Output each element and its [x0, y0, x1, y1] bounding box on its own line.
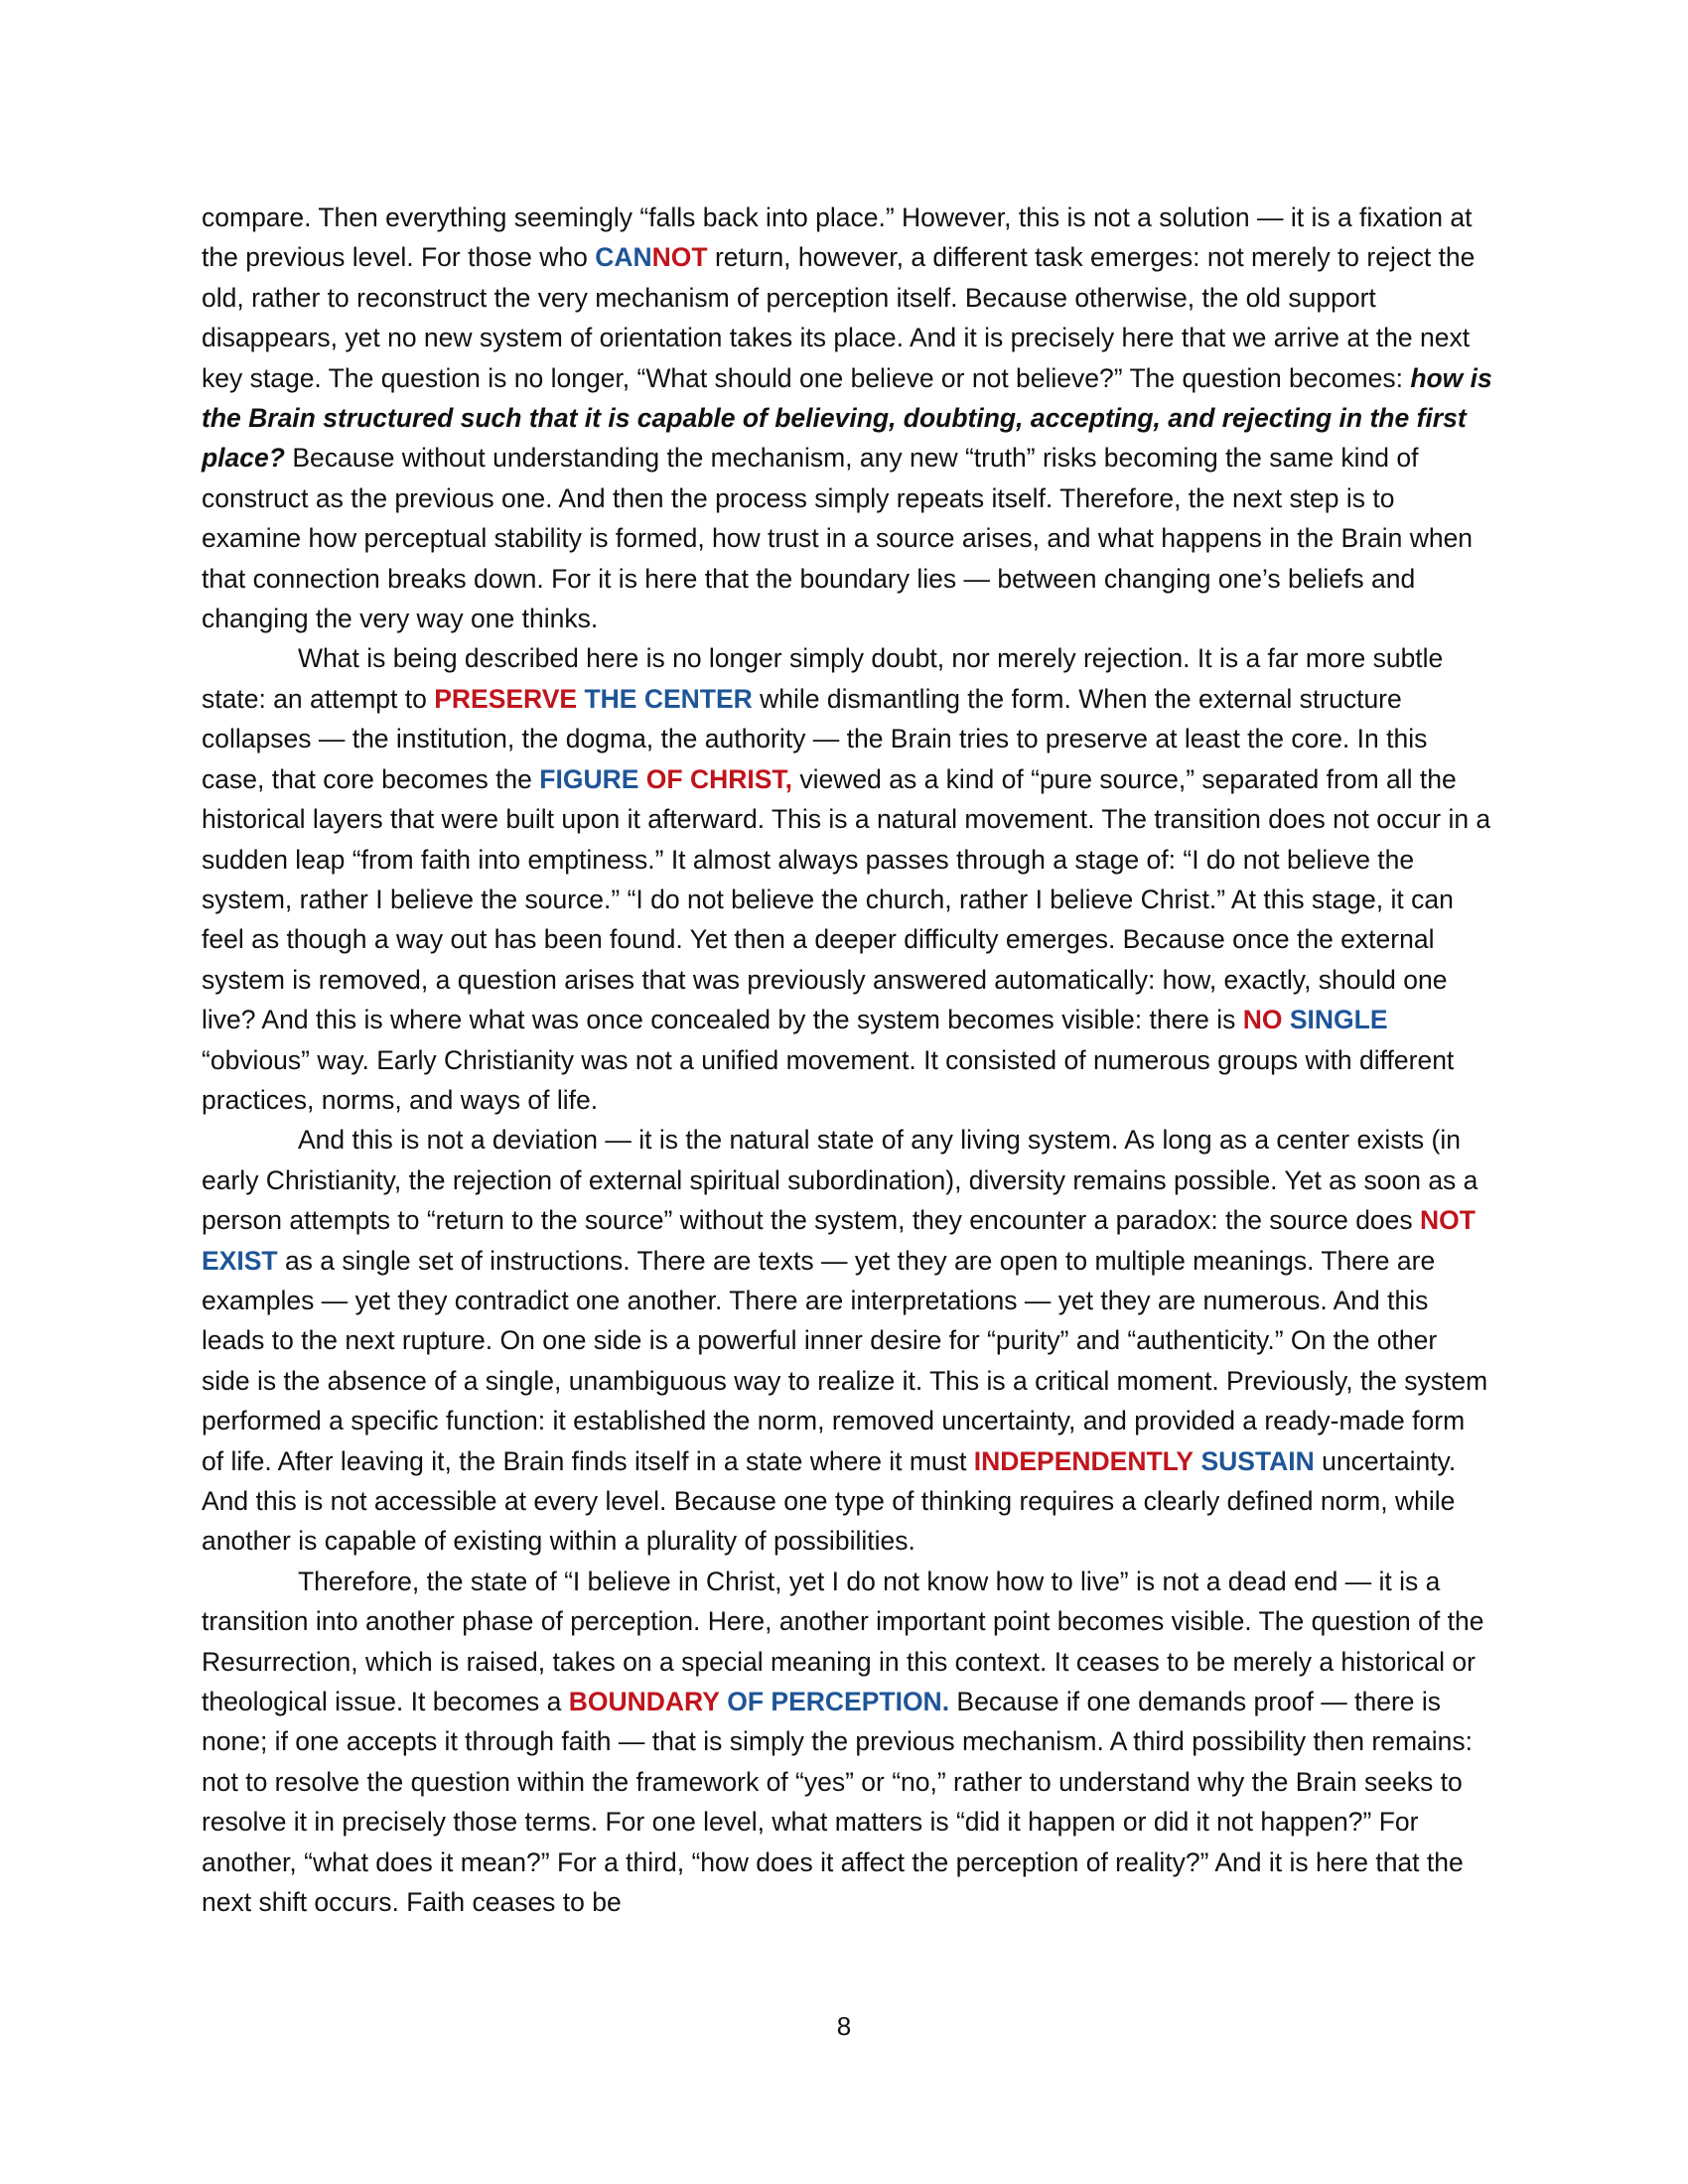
emphasis-red: NOT — [1420, 1205, 1476, 1236]
text-run — [1283, 1005, 1290, 1034]
emphasis-blue: EXIST — [202, 1245, 278, 1276]
text-run: uncertainty. And this is not accessible at every level. Because one type of thinking requires a clearly defined norm, while another is capable of existing within a plurality of possibilities. — [202, 1445, 1457, 1557]
paragraph — [202, 638, 1492, 1120]
text-run: Because if one demands proof — there is none; if one accepts it through faith — that is simply the previous mechanism. A third possibility then remains: not to resolve the question within the framework of “yes” or “no,” rather to understand why the Brain seeks to resolve it in precisely those terms. For one level, what matters is “did it happen or did it not happen?” For another, “what does it mean?” For a third, “how does it affect the perception of reality?” And it is here that the next shift occurs. Faith ceases to be — [202, 1687, 1473, 1918]
text-run: Because without understanding the mechanism, any new “truth” risks becoming the same kind of construct as the previous one. And then the process simply repeats itself. Therefore, the next step is to examine how perceptual stability is formed, how trust in a source arises, and what happens in the Brain when that connection breaks down. For it is here that the boundary lies — between changing one’s beliefs and changing the very way one thinks. — [202, 443, 1474, 634]
emphasis-blue: CAN — [595, 242, 652, 273]
emphasis-blue: SUSTAIN — [1200, 1445, 1315, 1476]
emphasis-blue: THE CENTER — [584, 683, 753, 714]
emphasis-red: NO — [1242, 1005, 1283, 1035]
text-run: return, however, a different task emerges: not merely to reject the old, rather to reconstruct the very mechanism of perception itself. Because otherwise, the old support disappears, yet no new system of orientation takes its place. And it is precisely here that we arrive at the next key stage. The question is no longer, “What should one believe or not believe?” The question becomes: — [202, 242, 1476, 393]
text-run: as a single set of instructions. There are texts — yet they are open to multiple meanings. There are examples — yet they contradict one another. There are interpretations — yet they are numerous. And this leads to the next rupture. On one side is a powerful inner desire for “purity” and “authenticity.” On the other side is the absence of a single, unambiguous way to realize it. This is a critical moment. Previously, the system performed a specific function: it established the norm, removed uncertainty, and provided a ready-made form of life. After leaving it, the Brain finds itself in a state where it must — [202, 1245, 1488, 1476]
text-run: compare. Then everything seemingly “falls back into place.” However, this is not a solution — it is a fixation at the previous level. For those who — [202, 203, 1473, 273]
paragraph — [202, 198, 1492, 638]
emphasis-red: BOUNDARY — [568, 1687, 720, 1717]
emphasis-red: INDEPENDENTLY — [973, 1445, 1195, 1476]
emphasis-blue: FIGURE — [539, 763, 639, 794]
text-run: What is being described here is no longer simply doubt, nor merely rejection. It is a far more subtle state: an attempt to — [202, 643, 1444, 714]
emphasis-blue: OF PERCEPTION. — [727, 1687, 950, 1717]
body-text — [202, 198, 1492, 1922]
emphasis-blue: SINGLE — [1289, 1005, 1388, 1035]
paragraph — [202, 1562, 1492, 1923]
paragraph — [202, 1120, 1492, 1561]
text-run: And this is not a deviation — it is the natural state of any living system. As long as a center exists (in early Christianity, the rejection of external spiritual subordination), diversity remains possible. Yet as soon as a person attempts to “return to the source” without the system, they encounter a paradox: the source does — [202, 1125, 1478, 1236]
text-run: viewed as a kind of “pure source,” separated from all the historical layers that were built upon it afterward. This is a natural movement. The transition does not occur in a sudden leap “from faith into emptiness.” It almost always passes through a stage of: “I do not believe the system, rather I believe the source.” “I do not believe the church, rather I believe Christ.” At this stage, it can feel as though a way out has been found. Yet then a deeper difficulty emerges. Because once the external system is removed, a question arises that was previously answered automatically: how, exactly, should one live? And this is where what was once concealed by the system becomes visible: there is — [202, 763, 1491, 1035]
emphasis-bold-italic: how is the Brain structured such that it is capable of believing, doubting, accepting, and rejecting in the first place? — [202, 362, 1492, 474]
emphasis-red: NOT — [651, 242, 708, 273]
text-run: Therefore, the state of “I believe in Christ, yet I do not know how to live” is not a dead end — it is a transition into another phase of perception. Here, another important point becomes visible. The question of the Resurrection, which is raised, takes on a special meaning in this context. It ceases to be merely a historical or theological issue. It becomes a — [202, 1566, 1484, 1717]
page-number: 8 — [836, 2011, 852, 2041]
text-run: “obvious” way. Early Christianity was not a unified movement. It consisted of numerous groups with different practices, norms, and ways of life. — [202, 1044, 1455, 1115]
text-run — [638, 764, 645, 794]
text-run: while dismantling the form. When the external structure collapses — the institution, the dogma, the authority — the Brain tries to preserve at least the core. In this case, that core becomes the — [202, 683, 1428, 794]
emphasis-red: PRESERVE — [434, 683, 578, 714]
emphasis-red: OF CHRIST, — [645, 763, 793, 794]
